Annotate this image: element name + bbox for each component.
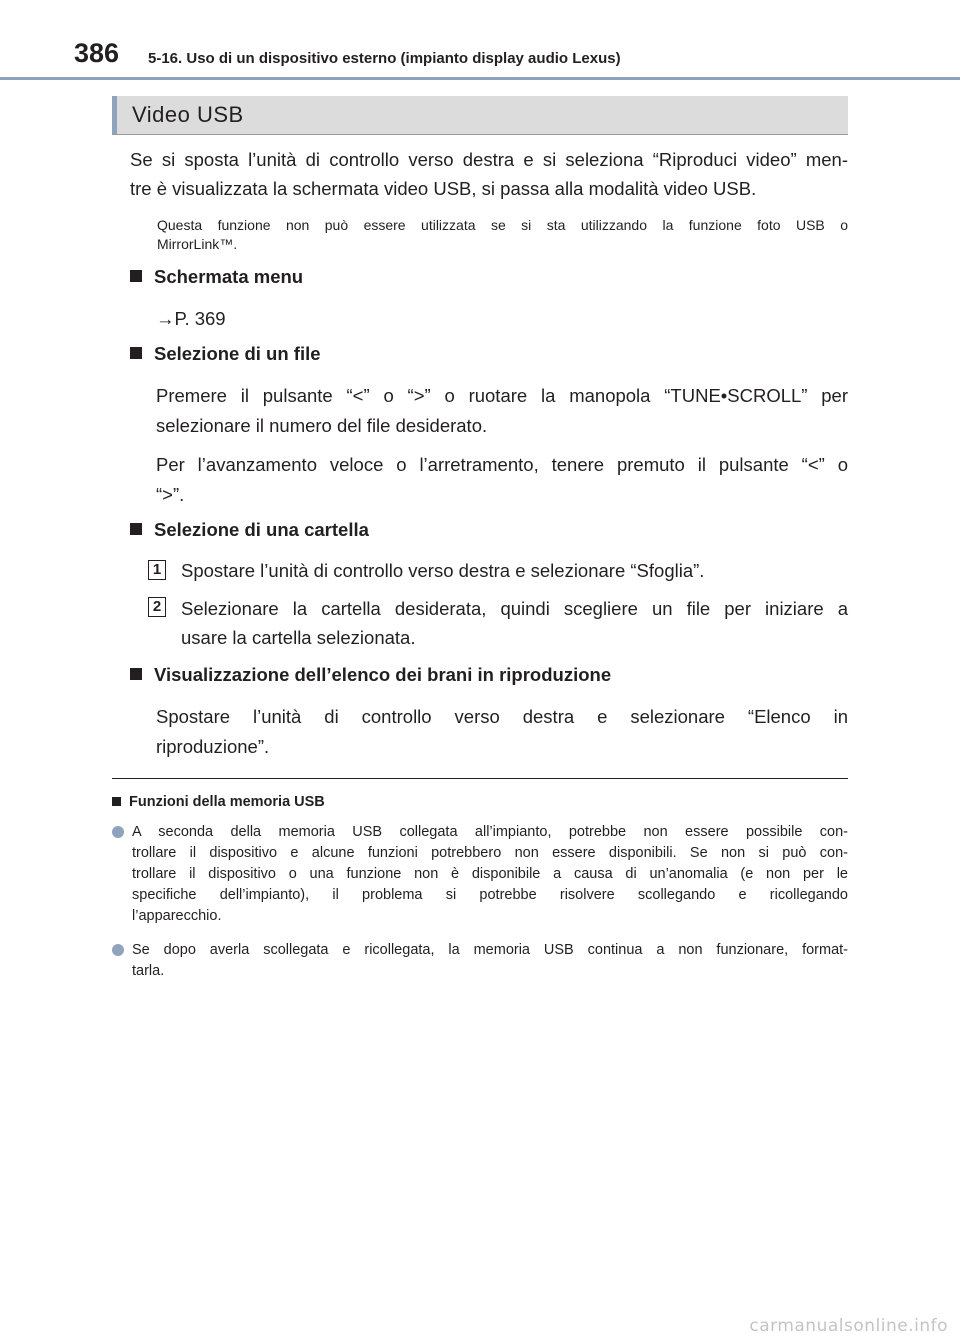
section-title-bar (112, 96, 848, 135)
footnote-bullet-2-line-2: tarla. (132, 963, 165, 979)
folder-select-heading (130, 519, 369, 541)
footnote-bullet-1-line-1: A seconda della memoria USB collegata all’impianto, potrebbe non essere possibile con- (132, 824, 848, 840)
header-divider (0, 77, 960, 80)
section-title: Video USB (132, 102, 244, 127)
footnote-bullet-1-line-5: l’apparecchio. (132, 908, 222, 924)
file-select-para2-line1: Per l’avanzamento veloce o l’arretramento, tenere premuto il pulsante “<” o (156, 454, 848, 475)
note-line-1: Questa funzione non può essere utilizzata se si sta utilizzando la funzione foto USB o (157, 217, 848, 233)
footnote-divider (112, 778, 848, 779)
step-number-1: 1 (148, 560, 166, 580)
watermark: carmanualsonline.info (749, 1316, 948, 1336)
footnote-bullet-1-line-3: trollare il dispositivo o una funzione non è disponibile a causa di un’anomalia (e non per le (132, 866, 848, 882)
step-number-2: 2 (148, 597, 166, 617)
file-select-heading-text: Selezione di un file (154, 343, 321, 364)
chapter-title: 5-16. Uso di un dispositivo esterno (impianto display audio Lexus) (148, 50, 621, 67)
footnote-bullet-2 (112, 940, 848, 982)
page-header (0, 0, 960, 80)
menu-screen-heading (130, 266, 303, 288)
file-select-heading (130, 343, 321, 365)
footnote-heading (112, 794, 325, 810)
square-bullet-icon (130, 347, 142, 359)
file-select-para1-line2: selezionare il numero del file desiderato. (156, 415, 488, 436)
footnote-bullet-1-line-4: specifiche dell’impianto), il problema si potrebbe risolvere scollegando e ricollegando (132, 887, 848, 903)
playlist-heading-text: Visualizzazione dell’elenco dei brani in riproduzione (154, 664, 612, 685)
footnote-bullet-2-line-1: Se dopo averla scollegata e ricollegata, la memoria USB continua a non funzionare, format- (132, 942, 848, 958)
intro-line-2: tre è visualizzata la schermata video USB, si passa alla modalità video USB. (130, 178, 757, 199)
footnote-bullet-1 (112, 822, 848, 927)
circle-bullet-icon (112, 826, 124, 838)
circle-bullet-icon (112, 944, 124, 956)
playlist-line-1: Spostare l’unità di controllo verso destra e selezionare “Elenco in (156, 706, 848, 727)
square-bullet-icon (112, 797, 121, 806)
square-bullet-icon (130, 668, 142, 680)
file-select-para1-line1: Premere il pulsante “<” o “>” o ruotare la manopola “TUNE•SCROLL” per (156, 385, 848, 406)
section-accent (112, 96, 117, 134)
step-2-line-2: usare la cartella selezionata. (181, 627, 416, 648)
playlist-heading (130, 664, 611, 686)
step-1-text: Spostare l’unità di controllo verso destra e selezionare “Sfoglia”. (181, 560, 705, 581)
step-2-line-1: Selezionare la cartella desiderata, quindi scegliere un file per iniziare a (181, 598, 848, 619)
square-bullet-icon (130, 523, 142, 535)
intro-line-1: Se si sposta l’unità di controllo verso destra e si seleziona “Riproduci video” men- (130, 149, 848, 170)
folder-select-heading-text: Selezione di una cartella (154, 519, 369, 540)
menu-screen-ref[interactable]: →P. 369 (156, 308, 226, 329)
note-line-2: MirrorLink™. (157, 236, 238, 252)
square-bullet-icon (130, 270, 142, 282)
footnote-heading-text: Funzioni della memoria USB (129, 794, 325, 810)
menu-screen-heading-text: Schermata menu (154, 266, 304, 287)
page-number: 386 (74, 38, 120, 68)
file-select-para2-line2: “>”. (156, 484, 185, 505)
footnote-bullet-1-line-2: trollare il dispositivo e alcune funzioni potrebbero non essere disponibili. Se non si può con- (132, 845, 848, 861)
playlist-line-2: riproduzione”. (156, 736, 270, 757)
